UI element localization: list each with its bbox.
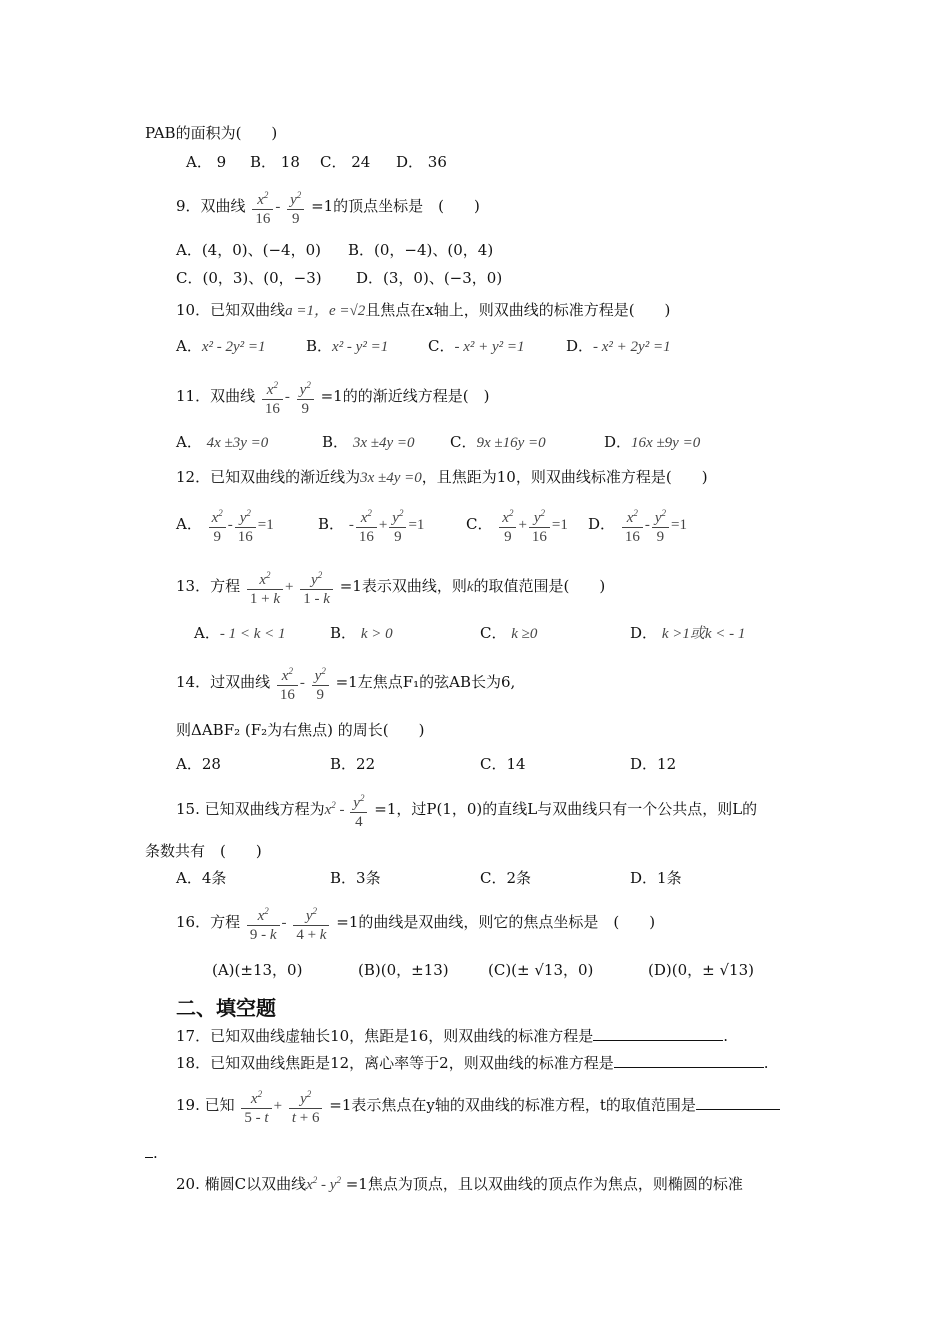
q9-option-c: C．(0，3)、(0，−3)	[176, 269, 322, 287]
q15-question: 15. 已知双曲线方程为$x^2$ - $\frac{y^2}{4}$ =1，过P(1，0)的直线L与双曲线只有一个公共点，则L的	[176, 789, 757, 831]
q16-option-a: (A)(±13，0)	[212, 961, 303, 979]
q18-question: 18．已知双曲线焦距是12，离心率等于2，则双曲线的标准方程是 .	[176, 1054, 769, 1072]
q12-option-c: C． $\frac{x^2}{9}$ + $\frac{y^2}{16}$ =1	[466, 504, 568, 546]
q9-option-b: B．(0，−4)、(0，4)	[348, 241, 494, 259]
q11-option-b: B． 3x ±4y =0	[322, 433, 415, 451]
q18-blank[interactable]	[614, 1053, 764, 1068]
q15-option-a: A．4条	[176, 869, 227, 887]
q8-text: PAB的面积为( )	[145, 124, 278, 142]
q12-option-b: B． - $\frac{x^2}{16}$ + $\frac{y^2}{9}$ =1	[318, 504, 424, 546]
q11-option-a: A． 4x ±3y =0	[176, 433, 269, 451]
q14-line2: 则ΔABF₂ (F₂为右焦点) 的周长( )	[176, 721, 425, 739]
q10-option-d: D．- x² + 2y² =1	[566, 337, 671, 355]
q14-option-a: A．28	[176, 755, 221, 773]
q11-question: 11．双曲线 $\frac{x^2}{16}$ - $\frac{y^2}{9}$ =1的的渐近线方程是( )	[176, 376, 489, 418]
q17-question: 17．已知双曲线虚轴长10，焦距是16，则双曲线的标准方程是 .	[176, 1027, 729, 1045]
q16-question: 16．方程 $\frac{x^2}{9 - k}$ - $\frac{y^2}{4 + k}$ =1的曲线是双曲线，则它的焦点坐标是 ( )	[176, 902, 655, 944]
q16-option-d: (D)(0，± √13)	[648, 961, 754, 979]
q15-option-c: C．2条	[480, 869, 532, 887]
q15-option-b: B．3条	[330, 869, 381, 887]
q19-blank[interactable]	[696, 1095, 780, 1110]
q14-option-c: C．14	[480, 755, 526, 773]
q10-option-c: C．- x² + y² =1	[428, 337, 525, 355]
q14-option-d: D．12	[630, 755, 677, 773]
q12-option-a: A． $\frac{x^2}{9}$ - $\frac{y^2}{16}$ =1	[176, 504, 274, 546]
q11-option-d: D．16x ±9y =0	[604, 433, 701, 451]
q8-option-a: A． 9	[186, 153, 227, 171]
q10-question: 10．已知双曲线a =1，e =√2且焦点在x轴上，则双曲线的标准方程是( )	[176, 301, 671, 319]
q15-line2: 条数共有 ( )	[145, 842, 262, 860]
q8-option-d: D． 36	[396, 153, 447, 171]
q8-option-c: C． 24	[320, 153, 371, 171]
q10-option-a: A．x² - 2y² =1	[176, 337, 266, 355]
q17-blank[interactable]	[593, 1026, 723, 1041]
section-heading: 二、填空题	[176, 996, 276, 1020]
q14-option-b: B．22	[330, 755, 376, 773]
q9-option-a: A．(4，0)、(−4，0)	[176, 241, 321, 259]
q19-question: 19. 已知 $\frac{x^2}{5 - t}$ + $\frac{y^2}{t + 6}$ =1表示焦点在y轴的双曲线的标准方程，t的取值范围是	[176, 1085, 780, 1127]
q9-option-d: D．(3，0)、(−3，0)	[356, 269, 503, 287]
q15-option-d: D．1条	[630, 869, 682, 887]
q13-option-c: C． k ≥0	[480, 624, 538, 642]
q13-option-d: D． k >1或k < - 1	[630, 624, 746, 642]
q12-question: 12．已知双曲线的渐近线为3x ±4y =0，且焦距为10，则双曲线标准方程是( )	[176, 468, 708, 486]
q13-option-b: B． k > 0	[330, 624, 393, 642]
q19-blank-end: .	[145, 1143, 158, 1163]
q20-question: 20. 椭圆C以双曲线$x^2 - y^2 =1$焦点为顶点，且以双曲线的顶点作为焦点，则椭圆的标准	[176, 1175, 743, 1193]
q14-question: 14．过双曲线 $\frac{x^2}{16}$ - $\frac{y^2}{9}$ =1左焦点F₁的弦AB长为6,	[176, 662, 515, 704]
q16-option-c: (C)(± √13，0)	[488, 961, 594, 979]
q12-option-d: D． $\frac{x^2}{16}$ - $\frac{y^2}{9}$ =1	[588, 504, 687, 546]
q10-option-b: B．x² - y² =1	[306, 337, 389, 355]
q9-question: 9．双曲线 $\frac{x^2}{16}$ - $\frac{y^2}{9}$ =1的顶点坐标是 ( )	[176, 186, 480, 228]
q13-option-a: A．- 1 < k < 1	[194, 624, 286, 642]
q13-question: 13．方程 $\frac{x^2}{1 + k}$ + $\frac{y^2}{1 - k}$ =1表示双曲线，则k的取值范围是( )	[176, 566, 605, 608]
q16-option-b: (B)(0，±13)	[358, 961, 449, 979]
q11-option-c: C．9x ±16y =0	[450, 433, 546, 451]
q8-option-b: B． 18	[250, 153, 300, 171]
